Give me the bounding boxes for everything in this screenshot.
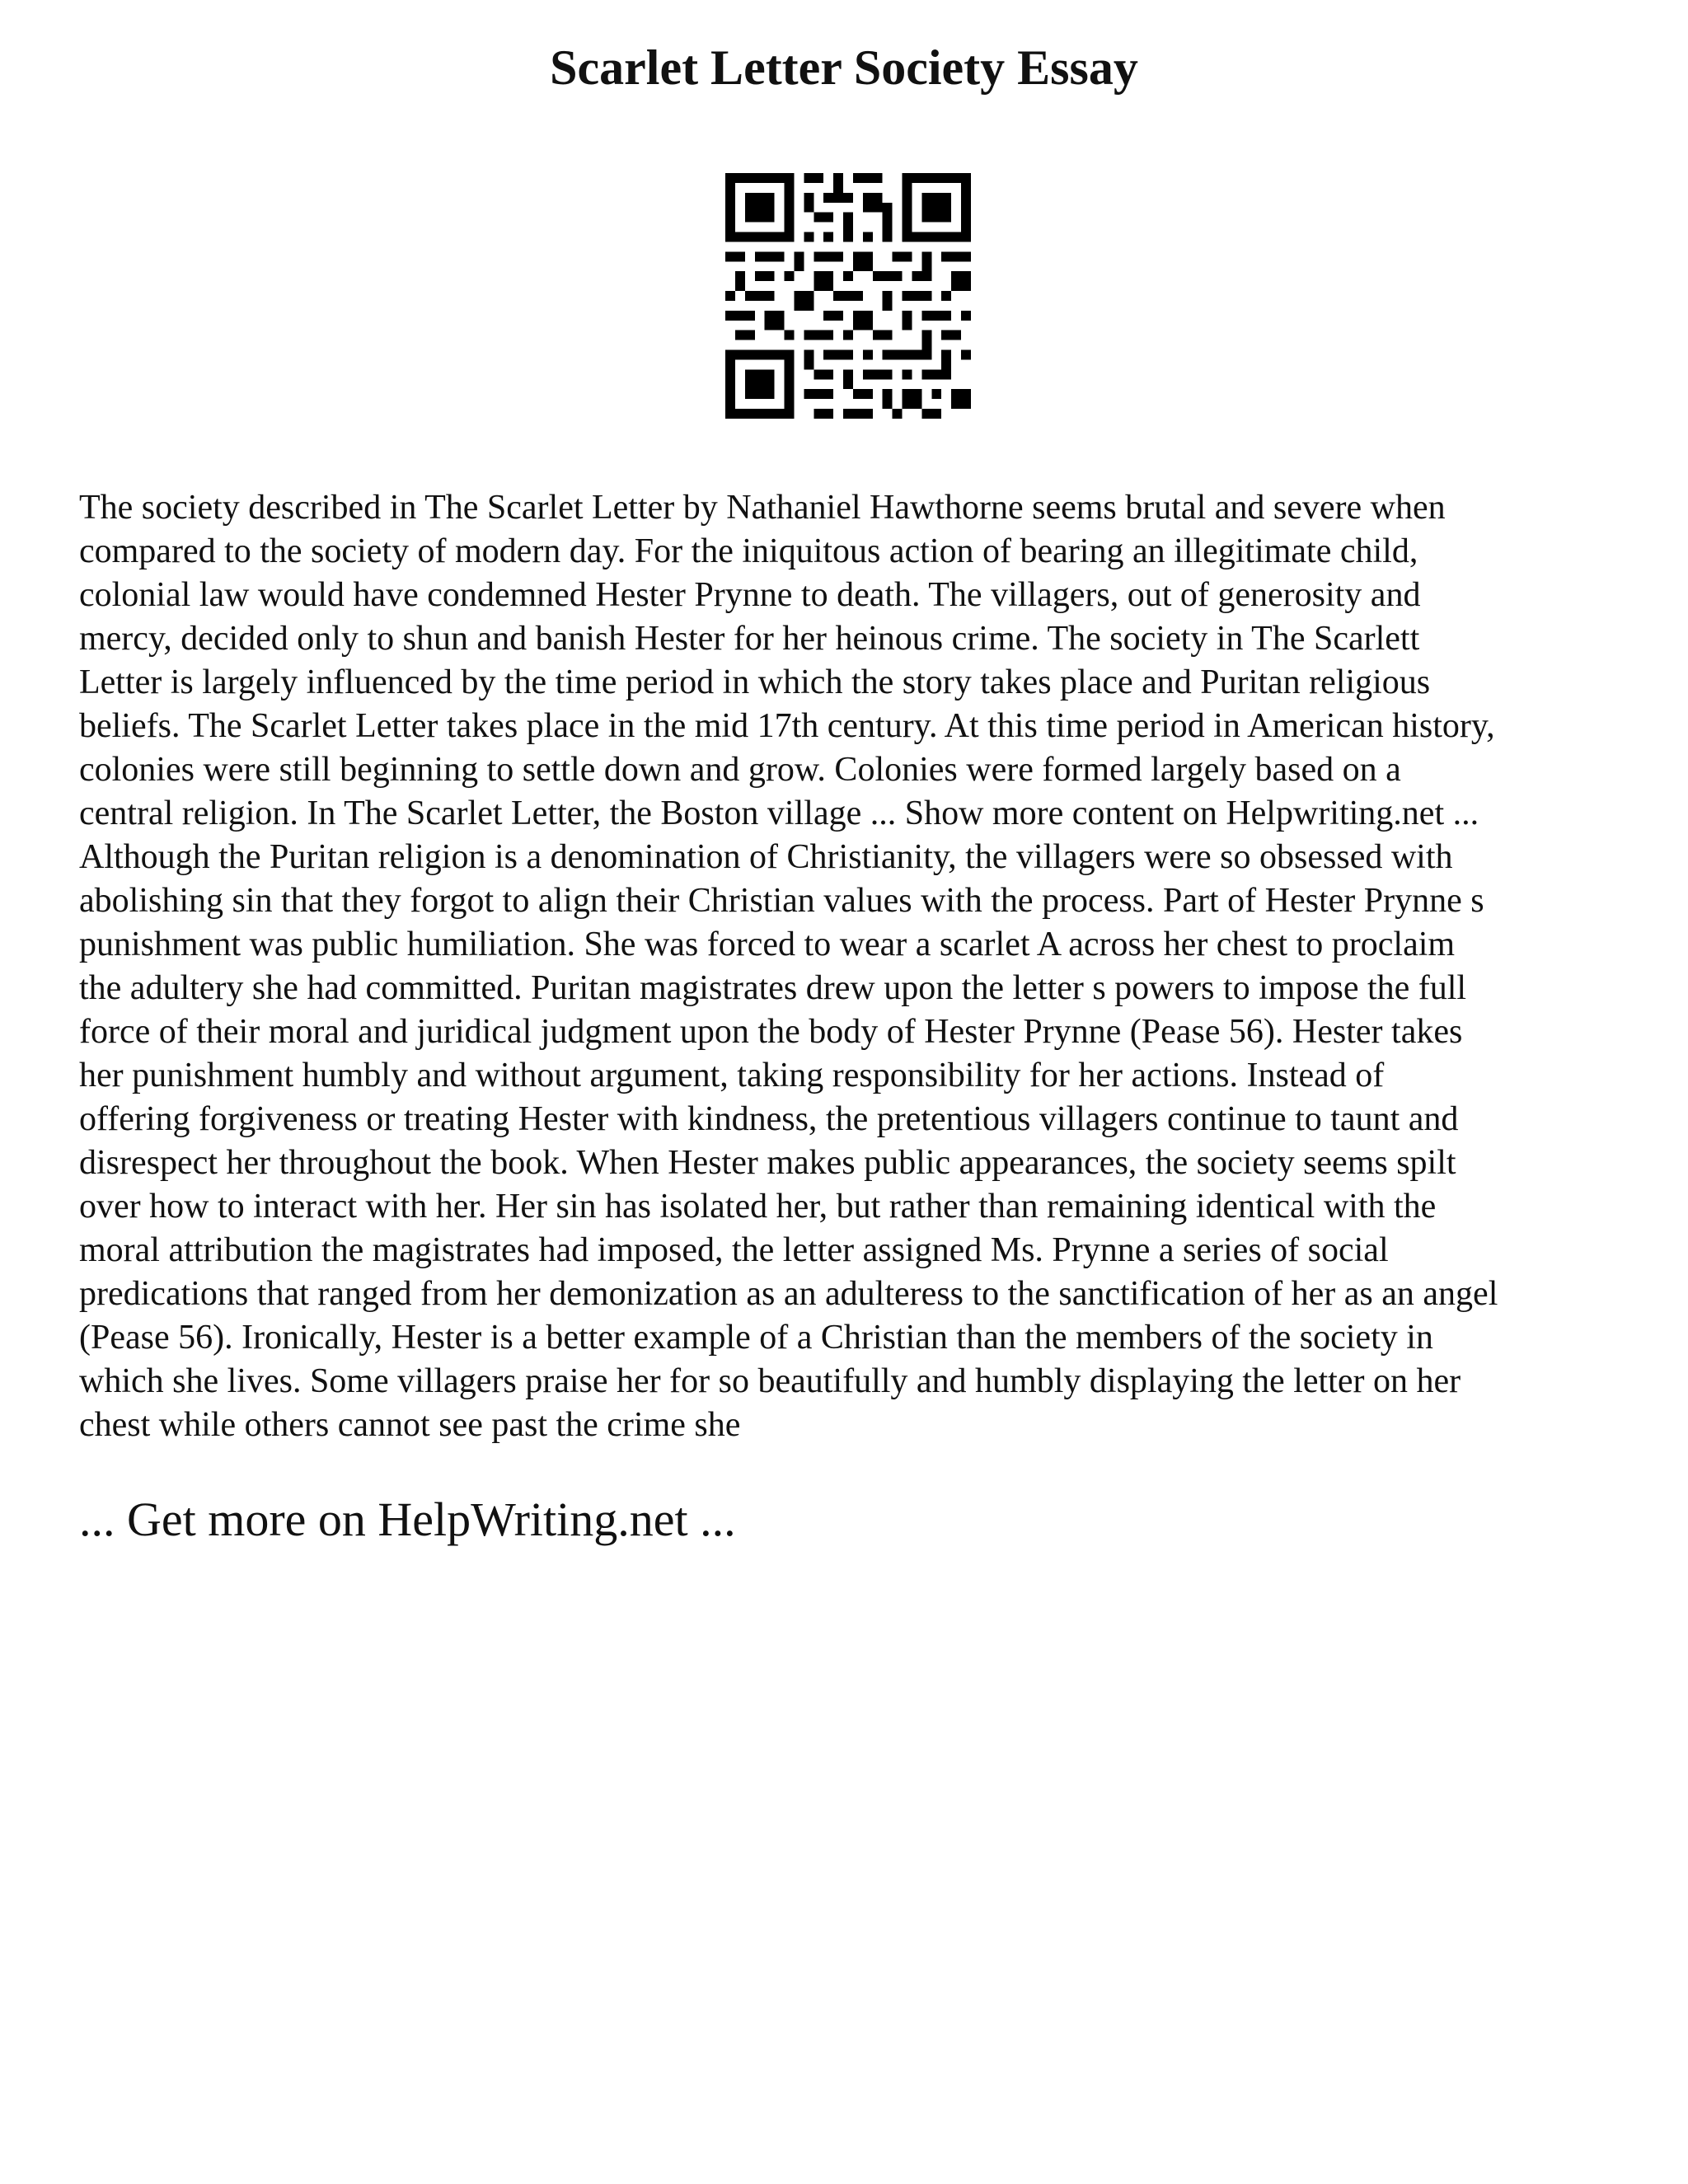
body-line: The society described in The Scarlet Letter by Nathaniel Hawthorne seems brutal and severe when bbox=[79, 489, 1446, 527]
body-line: central religion. In The Scarlet Letter, the Boston village ... Show more content on Helpwriting.net ... bbox=[79, 794, 1479, 832]
body-line: colonies were still beginning to settle down and grow. Colonies were formed largely based on a bbox=[79, 751, 1401, 789]
get-more-link[interactable]: ... Get more on HelpWriting.net ... bbox=[79, 1493, 736, 1546]
body-line: which she lives. Some villagers praise her for so beautifully and humbly displaying the letter on her bbox=[79, 1362, 1461, 1400]
body-line: (Pease 56). Ironically, Hester is a better example of a Christian than the members of the society in bbox=[79, 1319, 1433, 1357]
body-line: over how to interact with her. Her sin has isolated her, but rather than remaining identical with the bbox=[79, 1188, 1437, 1226]
body-line: offering forgiveness or treating Hester with kindness, the pretentious villagers continue to taunt and bbox=[79, 1100, 1459, 1138]
body-line: mercy, decided only to shun and banish Hester for her heinous crime. The society in The Scarlett bbox=[79, 620, 1420, 658]
body-line: the adultery she had committed. Puritan magistrates drew upon the letter s powers to impose the full bbox=[79, 969, 1467, 1007]
body-line: disrespect her throughout the book. When Hester makes public appearances, the society seems spilt bbox=[79, 1144, 1456, 1182]
page-title: Scarlet Letter Society Essay bbox=[550, 40, 1138, 95]
body-line: abolishing sin that they forgot to align their Christian values with the process. Part of Hester Prynne s bbox=[79, 882, 1484, 920]
body-line: predications that ranged from her demonization as an adulteress to the sanctification of her as an angel bbox=[79, 1275, 1498, 1313]
body-line: moral attribution the magistrates had imposed, the letter assigned Ms. Prynne a series of social bbox=[79, 1231, 1389, 1269]
body-line: her punishment humbly and without argument, taking responsibility for her actions. Instead of bbox=[79, 1057, 1385, 1094]
body-line: Letter is largely influenced by the time period in which the story takes place and Puritan religious bbox=[79, 663, 1431, 701]
body-line: compared to the society of modern day. For the iniquitous action of bearing an illegitimate child, bbox=[79, 532, 1418, 570]
body-line: colonial law would have condemned Hester Prynne to death. The villagers, out of generosity and bbox=[79, 576, 1421, 614]
qr-code-icon bbox=[725, 173, 971, 419]
body-line: force of their moral and juridical judgment upon the body of Hester Prynne (Pease 56). Hester takes bbox=[79, 1013, 1463, 1051]
body-line: Although the Puritan religion is a denomination of Christianity, the villagers were so obsessed with bbox=[79, 838, 1453, 876]
body-line: chest while others cannot see past the crime she bbox=[79, 1406, 741, 1444]
essay-body bbox=[79, 486, 1629, 1447]
body-line: punishment was public humiliation. She was forced to wear a scarlet A across her chest to proclaim bbox=[79, 926, 1456, 963]
body-line: beliefs. The Scarlet Letter takes place in the mid 17th century. At this time period in American history, bbox=[79, 707, 1495, 745]
